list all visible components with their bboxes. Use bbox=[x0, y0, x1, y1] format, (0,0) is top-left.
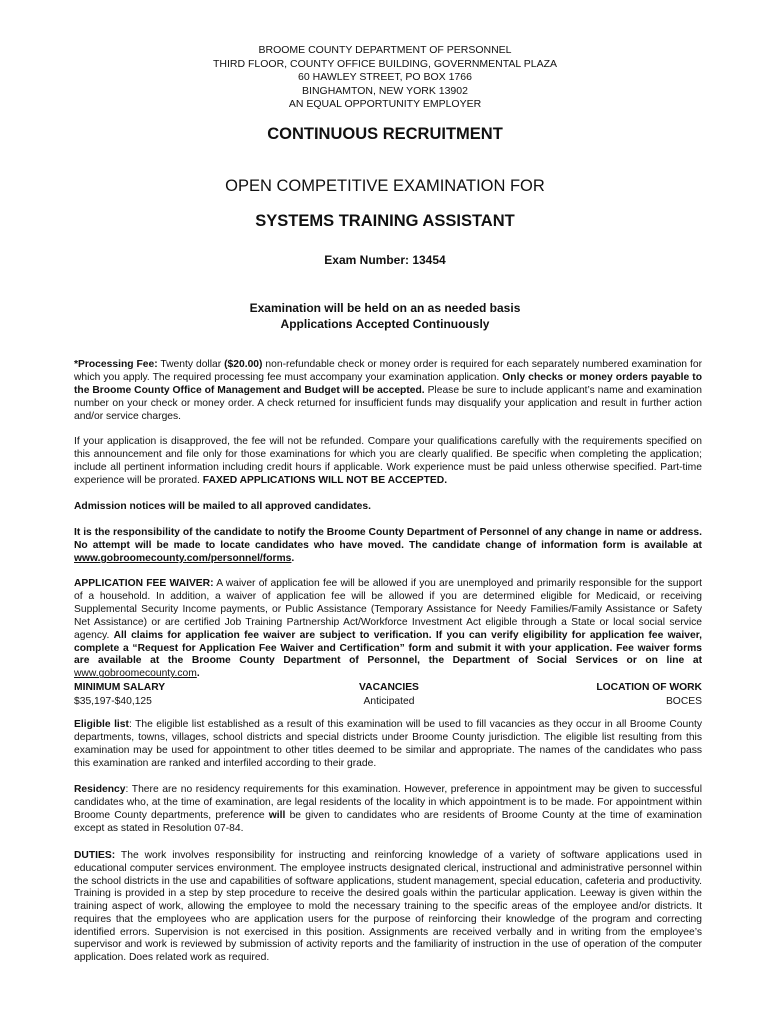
punctuation: . bbox=[291, 552, 295, 564]
processing-fee-label: *Processing Fee: bbox=[74, 359, 158, 370]
processing-fee-text: non-refundable check or money order is required for each separately numbered examination for which you apply. The required processing fee must accompany your examination application. bbox=[74, 359, 703, 383]
eligible-list-label: Eligible list bbox=[74, 719, 129, 730]
exam-schedule-line: Applications Accepted Continuously bbox=[280, 317, 490, 331]
header-line: BINGHAMTON, NEW YORK 13902 bbox=[302, 84, 468, 97]
processing-fee-text: Please be sure to include applicant’s name and examination number on your check or money order. A check returned for insufficient funds may disqualify your application and result in further action and/or service charges. bbox=[74, 384, 702, 422]
exam-type-heading: OPEN COMPETITIVE EXAMINATION FOR bbox=[225, 177, 545, 195]
location-label: LOCATION OF WORK bbox=[596, 682, 702, 693]
residency-paragraph bbox=[74, 784, 702, 836]
residency-label: Residency bbox=[74, 784, 126, 795]
minimum-salary-column bbox=[74, 681, 165, 709]
eligible-list-text: : The eligible list established as a result of this examination will be used to fill vacancies as they occur in all Broome County departments, towns, villages, school districts and special districts under Broome County jurisdiction. The eligible list resulting from this examination may be used for appointment to other titles deemed to be similar and appropriate. The names of the candidates who pass this examination are ranked and interfiled according to their grade. bbox=[74, 719, 703, 769]
duties-text: The work involves responsibility for instructing and reinforcing knowledge of a variety of software applications used in educational computer services environment. The employee instructs designated clerical, instructional and administrative personnel within the school districts in the use and capabilities of software applications, student management, special education, cafeteria and productivity. Training is provided in a step by step procedure to receive the desired goals within the particular application. Leeway is given within the training aspect of work, allowing the employee to mold the necessary training to the specific areas of the employee and/or districts. It requires that the employees who are application users for the purpose of reinforcing their knowledge of the program and correcting identified errors. Supervision is not exercised in this position. Assignments are received verbally and in writing from the employee’s supervisor and work is reviewed by submission of activity reports and the familiarity of instruction in the use of operation of the computer application. Does related work as required. bbox=[74, 850, 702, 963]
minimum-salary-label: MINIMUM SALARY bbox=[74, 682, 166, 693]
punctuation: . bbox=[196, 668, 200, 680]
disapproval-paragraph bbox=[74, 436, 702, 488]
minimum-salary-value: $35,197-$40,125 bbox=[74, 696, 152, 707]
fee-waiver-label: APPLICATION FEE WAIVER: bbox=[74, 578, 214, 589]
fax-notice: FAXED APPLICATIONS WILL NOT BE ACCEPTED. bbox=[202, 474, 448, 486]
agency-header bbox=[0, 44, 770, 112]
residency-emphasis: will bbox=[268, 809, 286, 821]
residency-text: be given to candidates who are residents of Broome County at the time of examination except as stated in Resolution 07-84. bbox=[74, 809, 702, 834]
processing-fee-amount: ($20.00) bbox=[224, 359, 263, 370]
vacancies-label: VACANCIES bbox=[359, 682, 419, 693]
fee-waiver-paragraph bbox=[74, 578, 702, 681]
location-value: BOCES bbox=[665, 696, 702, 707]
admission-notice: Admission notices will be mailed to all approved candidates. bbox=[74, 501, 371, 512]
duties-paragraph bbox=[74, 850, 702, 965]
fee-waiver-text: A waiver of application fee will be allowed if you are unemployed and primarily responsible for the support of a household. In addition, a waiver of application fee will be allowed if you are determined eligible for Medicaid, or receiving Supplemental Security Income payments, or Public Assistance (Temporary Assistance for Needy Families/Family Assistance or Safety Net Assistance) or are certified Job Training Partnership Act/Workforce Investment Act eligible through a State or local social service agency. bbox=[74, 578, 702, 641]
position-title: SYSTEMS TRAINING ASSISTANT bbox=[255, 212, 515, 230]
header-line: AN EQUAL OPPORTUNITY EMPLOYER bbox=[288, 98, 482, 110]
header-line: 60 HAWLEY STREET, PO BOX 1766 bbox=[298, 71, 472, 83]
exam-schedule-line: Examination will be held on an as needed basis bbox=[249, 301, 521, 315]
responsibility-paragraph bbox=[74, 527, 702, 566]
processing-fee-text: Twenty dollar bbox=[157, 359, 225, 370]
header-line: THIRD FLOOR, COUNTY OFFICE BUILDING, GOVERNMENTAL PLAZA bbox=[212, 57, 557, 70]
duties-label: DUTIES: bbox=[74, 850, 116, 861]
forms-link[interactable]: www.gobroomecounty.com/personnel/forms bbox=[74, 552, 292, 564]
responsibility-text: It is the responsibility of the candidate to notify the Broome County Department of Personnel of any change in name or address. No attempt will be made to locate candidates who have moved. The candidate change of information form is available at bbox=[74, 527, 702, 551]
disapproval-text: If your application is disapproved, the fee will not be refunded. Compare your qualifications carefully with the requirements specified on this announcement and file only for those examinations for which you are clearly qualified. Be specific when completing the application; include all pertinent information including credit hours if applicable. Work experience must be paid unless otherwise specified. Part-time experience will be prorated. bbox=[74, 436, 702, 486]
exam-schedule bbox=[0, 300, 770, 332]
fee-waiver-verification: All claims for application fee waiver are subject to verification. If you can verify eligibility for application fee waiver, complete a “Request for Application Fee Waiver and Certification” form and submit it with your application. Fee waiver forms are available at the Broome County Department of Personnel, the Department of Social Services or on line at bbox=[74, 629, 702, 667]
residency-text: : There are no residency requirements for this examination. However, preference in appointment may be given to successful candidates who, at the time of examination, are legal residents of the locality in which appointment is to be made. For appointment within Broome County departments, preference bbox=[74, 784, 702, 821]
vacancies-column bbox=[304, 681, 474, 709]
header-line: BROOME COUNTY DEPARTMENT OF PERSONNEL bbox=[258, 44, 512, 56]
county-website-link[interactable]: www.gobroomecounty.com bbox=[74, 668, 197, 680]
vacancies-value: Anticipated bbox=[363, 696, 415, 707]
exam-number: Exam Number: 13454 bbox=[324, 253, 446, 267]
eligible-list-paragraph bbox=[74, 719, 702, 771]
payment-requirement: Only checks or money orders payable to the Broome County Office of Management and Budget will be accepted. bbox=[74, 371, 702, 396]
processing-fee-paragraph bbox=[74, 359, 702, 424]
location-column bbox=[596, 681, 702, 709]
page-title: CONTINUOUS RECRUITMENT bbox=[267, 125, 503, 143]
